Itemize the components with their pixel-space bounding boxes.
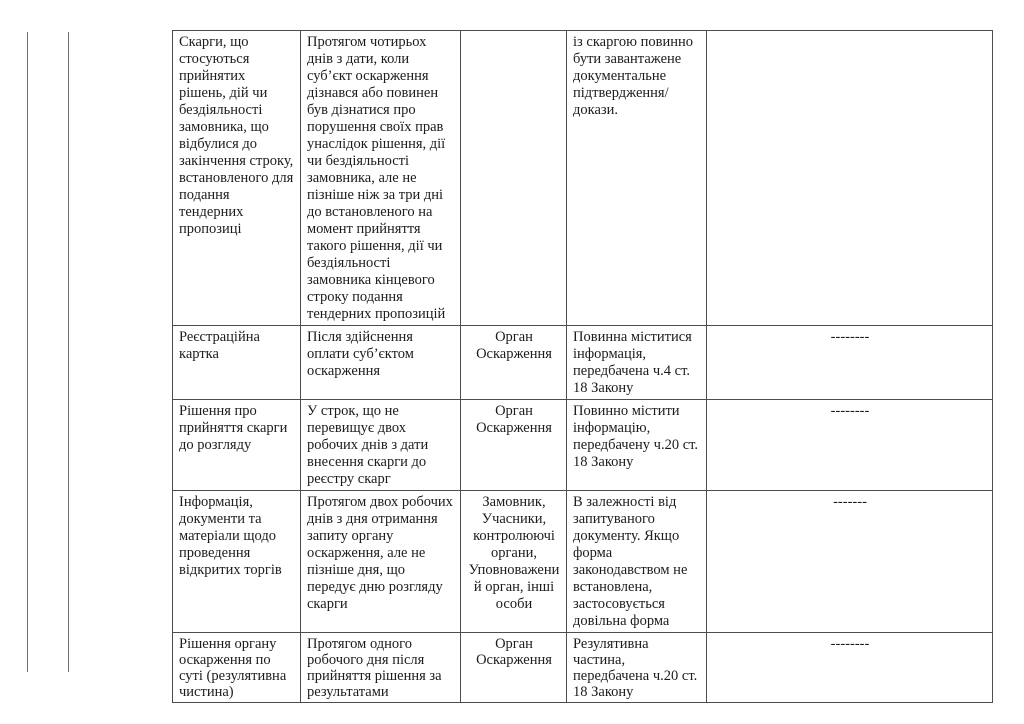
document-table bbox=[172, 30, 993, 703]
cell-deadline: У строк, що не перевищує двох робочих днів з дати внесення скарги до реєстру скарг bbox=[301, 400, 461, 491]
cell-deadline: Протягом одного робочого дня після прийняття рішення за результатами bbox=[301, 633, 461, 703]
cell-content-requirements: із скаргою повинно бути завантажене документальне підтвердження/докази. bbox=[567, 31, 707, 326]
cell-content-requirements: Повинна міститися інформація, передбачена ч.4 ст. 18 Закону bbox=[567, 326, 707, 400]
cell-responsible: Замовник, Учасники, контролюючі органи, Уповноважений орган, інші особи bbox=[461, 491, 567, 633]
cell-note: -------- bbox=[707, 400, 993, 491]
table-row bbox=[173, 491, 993, 633]
cell-document-name: Скарги, що стосуються прийнятих рішень, дій чи бездіяльності замовника, що відбулися до закінчення строку, встановленого для подання тендерних пропозиці bbox=[173, 31, 301, 326]
table-row bbox=[173, 31, 993, 326]
cell-content-requirements: Резулятивна частина, передбачена ч.20 ст. 18 Закону bbox=[567, 633, 707, 703]
table-row bbox=[173, 400, 993, 491]
cell-document-name: Рішення органу оскарження по суті (резулятивна чистина) bbox=[173, 633, 301, 703]
cell-note: ------- bbox=[707, 491, 993, 633]
cell-content-requirements: В залежності від запитуваного документу. Якщо форма законодавством не встановлена, застосовується довільна форма bbox=[567, 491, 707, 633]
cell-note: -------- bbox=[707, 326, 993, 400]
cell-responsible bbox=[461, 31, 567, 326]
cell-deadline: Протягом двох робочих днів з дня отримання запиту органу оскарження, але не пізніше дня, що передує дню розгляду скарги bbox=[301, 491, 461, 633]
cell-deadline: Після здійснення оплати суб’єктом оскарження bbox=[301, 326, 461, 400]
cell-note: -------- bbox=[707, 633, 993, 703]
cell-responsible: Орган Оскарження bbox=[461, 633, 567, 703]
left-column-rule-2 bbox=[68, 32, 69, 672]
cell-content-requirements: Повинно містити інформацію, передбачену ч.20 ст. 18 Закону bbox=[567, 400, 707, 491]
cell-responsible: Орган Оскарження bbox=[461, 400, 567, 491]
cell-document-name: Рішення про прийняття скарги до розгляду bbox=[173, 400, 301, 491]
table-row bbox=[173, 633, 993, 703]
left-column-rule-1 bbox=[27, 32, 28, 672]
cell-deadline: Протягом чотирьох днів з дати, коли суб’єкт оскарження дізнався або повинен був дізнатися про порушення своїх прав унаслідок рішення, дії чи бездіяльності замовника, але не пізніше ніж за три дні до встановленого на момент прийняття такого рішення, дії чи бездіяльності замовника кінцевого строку подання тендерних пропозицій bbox=[301, 31, 461, 326]
table-row bbox=[173, 326, 993, 400]
cell-responsible: Орган Оскарження bbox=[461, 326, 567, 400]
cell-document-name: Інформація, документи та матеріали щодо проведення відкритих торгів bbox=[173, 491, 301, 633]
cell-note bbox=[707, 31, 993, 326]
cell-document-name: Реєстраційна картка bbox=[173, 326, 301, 400]
